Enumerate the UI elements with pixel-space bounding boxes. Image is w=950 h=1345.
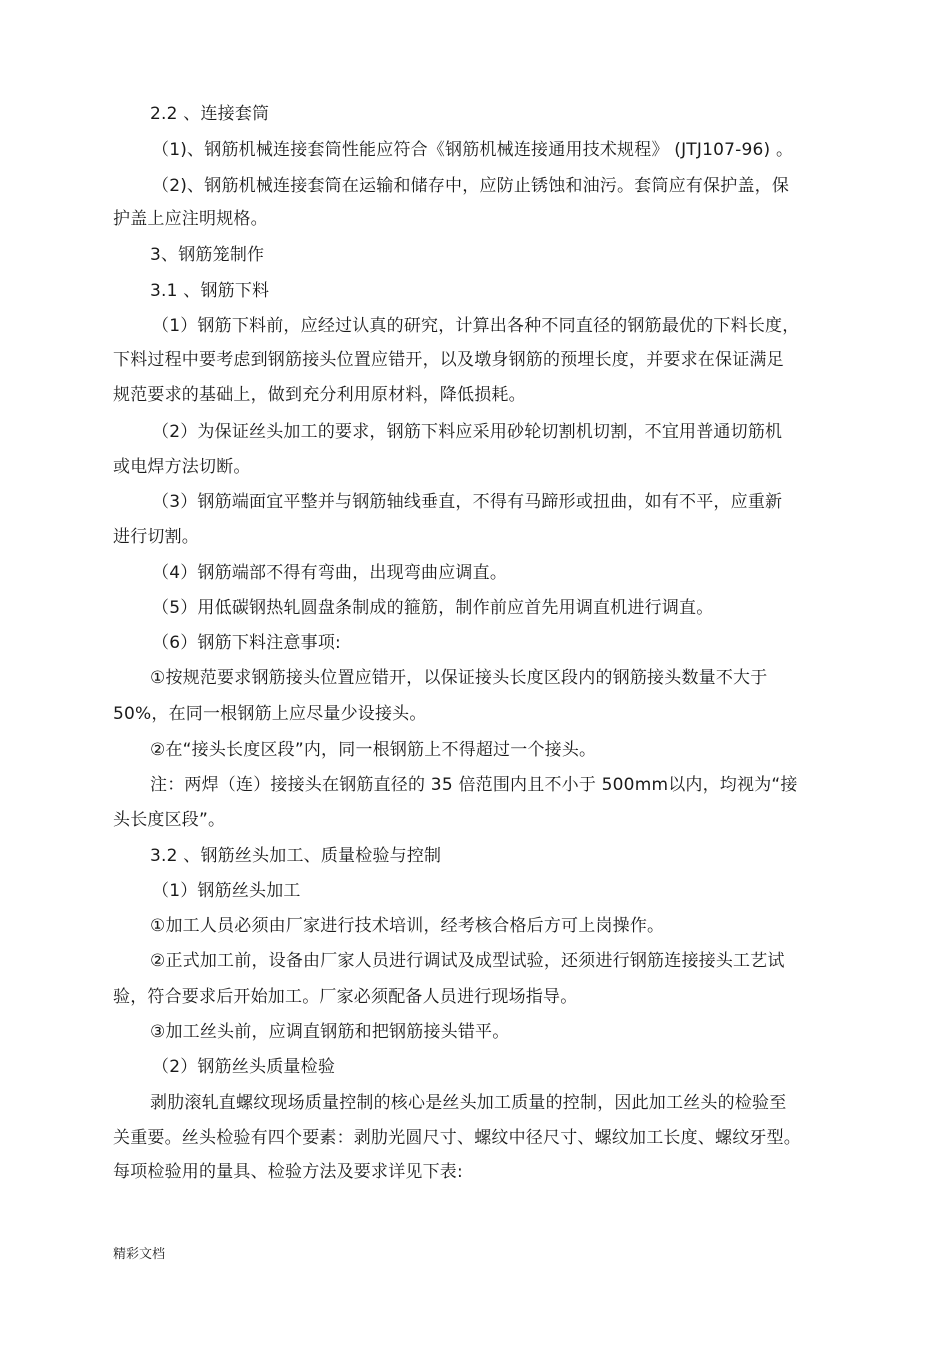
paragraph-line: ②在“接头长度区段”内，同一根钢筋上不得超过一个接头。 xyxy=(150,740,597,760)
footer-label: 精彩文档 xyxy=(113,1247,166,1262)
section-heading-3: 3、钢筋笼制作 xyxy=(150,245,265,265)
paragraph-line: ①加工人员必须由厂家进行技术培训，经考核合格后方可上岗操作。 xyxy=(150,916,665,936)
section-heading-2-2: 2.2 、连接套筒 xyxy=(150,104,270,124)
paragraph-line: （1）钢筋下料前，应经过认真的研究，计算出各种不同直径的钢筋最优的下料长度， xyxy=(152,316,800,336)
paragraph-line: 下料过程中要考虑到钢筋接头位置应错开，以及墩身钢筋的预埋长度，并要求在保证满足 xyxy=(113,350,784,370)
paragraph-line: 剥肋滚轧直螺纹现场质量控制的核心是丝头加工质量的控制，因此加工丝头的检验至 xyxy=(150,1093,787,1113)
paragraph-line: （2)、钢筋机械连接套筒在运输和储存中，应防止锈蚀和油污。套筒应有保护盖，保 xyxy=(152,176,790,196)
paragraph-line: 验，符合要求后开始加工。厂家必须配备人员进行现场指导。 xyxy=(113,987,578,1007)
paragraph-line: （4）钢筋端部不得有弯曲，出现弯曲应调直。 xyxy=(152,563,508,583)
note-line: 头长度区段”。 xyxy=(113,810,226,830)
section-heading-3-2: 3.2 、钢筋丝头加工、质量检验与控制 xyxy=(150,846,442,866)
paragraph-line: （3）钢筋端面宜平整并与钢筋轴线垂直，不得有马蹄形或扭曲，如有不平，应重新 xyxy=(152,492,783,512)
paragraph-line: ①按规范要求钢筋接头位置应错开，以保证接头长度区段内的钢筋接头数量不大于 xyxy=(150,668,768,688)
paragraph-line: 规范要求的基础上，做到充分利用原材料，降低损耗。 xyxy=(113,385,526,405)
section-heading-3-1: 3.1 、钢筋下料 xyxy=(150,281,270,301)
paragraph-line: ③加工丝头前，应调直钢筋和把钢筋接头错平。 xyxy=(150,1022,510,1042)
paragraph-line: 关重要。丝头检验有四个要素：剥肋光圆尺寸、螺纹中径尺寸、螺纹加工长度、螺纹牙型。 xyxy=(113,1128,801,1148)
paragraph-line: （6）钢筋下料注意事项: xyxy=(152,633,341,653)
paragraph-line: （5）用低碳钢热轧圆盘条制成的箍筋，制作前应首先用调直机进行调直。 xyxy=(152,598,714,618)
note-line: 注：两焊（连）接接头在钢筋直径的 35 倍范围内且不小于 500mm以内，均视为“接 xyxy=(150,775,798,795)
paragraph-line: ②正式加工前，设备由厂家人员进行调试及成型试验，还须进行钢筋连接接头工艺试 xyxy=(150,951,785,971)
paragraph-line: 50%，在同一根钢筋上应尽量少设接头。 xyxy=(113,704,427,724)
paragraph-line: 进行切割。 xyxy=(113,527,199,547)
paragraph-line: 每项检验用的量具、检验方法及要求详见下表: xyxy=(113,1162,463,1182)
paragraph-line: 护盖上应注明规格。 xyxy=(113,209,268,229)
paragraph-line: 或电焊方法切断。 xyxy=(113,457,251,477)
paragraph-line: （1)、钢筋机械连接套筒性能应符合《钢筋机械连接通用技术规程》 (JTJ107-96) 。 xyxy=(152,140,794,160)
paragraph-line: （2）为保证丝头加工的要求，钢筋下料应采用砂轮切割机切割，不宜用普通切筋机 xyxy=(152,422,783,442)
paragraph-line: （1）钢筋丝头加工 xyxy=(152,881,301,901)
paragraph-line: （2）钢筋丝头质量检验 xyxy=(152,1057,336,1077)
